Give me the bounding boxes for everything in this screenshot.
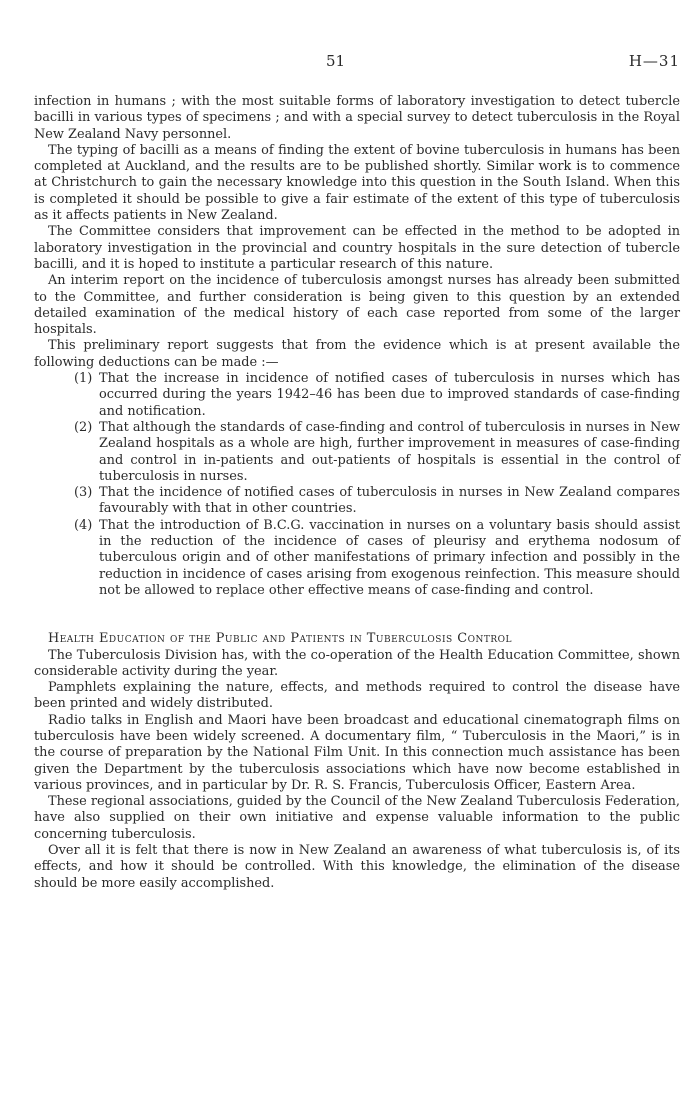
paragraph: The typing of bacilli as a means of finding the extent of bovine tuberculosis in humans has been completed at Auckland, and the results are to be published shortly. Similar work is to commence at Christchurch to gain the necessary knowledge into this question in the South Island. When this is completed it should be possible to give a fair estimate of the extent of this type of tuberculosis as it affects patients in New Zealand.: [34, 142, 680, 224]
list-item: [34, 371, 680, 420]
document-reference: H—31: [628, 52, 680, 70]
section-heading: Health Education of the Public and Patients in Tuberculosis Control: [48, 631, 513, 647]
page-header: [0, 52, 700, 74]
list-item-number: (3): [74, 485, 93, 501]
paragraph: infection in humans ; with the most suitable forms of laboratory investigation to detect tubercle bacilli in various types of specimens ; and with a special survey to detect tuberculosis in the Royal New Zealand Navy personnel.: [34, 94, 680, 142]
paragraph: Over all it is felt that there is now in New Zealand an awareness of what tuberculosis is, of its effects, and how it should be controlled. With this knowledge, the elimination of the disease should be more easily accomplished.: [34, 843, 680, 891]
paragraph: Pamphlets explaining the nature, effects, and methods required to control the disease have been printed and widely distributed.: [34, 680, 680, 712]
paragraph: This preliminary report suggests that from the evidence which is at present available the following deductions can be made :—: [34, 338, 680, 370]
page-number: 51: [326, 52, 346, 70]
list-item: [34, 485, 680, 518]
paragraph: These regional associations, guided by the Council of the New Zealand Tuberculosis Federation, have also supplied on their own initiative and expense valuable information to the public concerning tuberculosis.: [34, 794, 680, 842]
list-item-text: That the increase in incidence of notified cases of tuberculosis in nurses which has occurred during the years 1942–46 has been due to improved standards of case-finding and notification.: [99, 371, 680, 419]
paragraph: The Committee considers that improvement can be effected in the method to be adopted in laboratory investigation in the provincial and country hospitals in the sure detection of tubercle bacilli, and it is hoped to institute a particular research of this nature.: [34, 224, 680, 272]
list-item-text: That although the standards of case-finding and control of tuberculosis in nurses in New Zealand hospitals as a whole are high, further improvement in measures of case-finding and control in in-patients and out-patients of hospitals is essential in the control of tuberculosis in nurses.: [99, 419, 680, 484]
paragraph: Radio talks in English and Maori have been broadcast and educational cinematograph films on tuberculosis have been widely screened. A documentary film, “ Tuberculosis in the Maori,” is in the course of preparation by the National Film Unit. In this connection much assistance has been given the Department by the tuberculosis associations which have now become established in various provinces, and in particular by Dr. R. S. Francis, Tuberculosis Officer, Eastern Area.: [34, 712, 680, 793]
list-item: [34, 518, 680, 599]
list-item-text: That the incidence of notified cases of tuberculosis in nurses in New Zealand compares favourably with that in other countries.: [99, 485, 680, 517]
list-item-number: (2): [74, 419, 93, 435]
list-item-number: (1): [74, 371, 93, 387]
list-item-text: That the introduction of B.C.G. vaccination in nurses on a voluntary basis should assist in the reduction of the incidence of cases of pleurisy and erythema nodosum of tuberculous origin and of other manifestations of primary infection and possibly in the reduction in incidence of cases arising from exogenous reinfection. This measure should not be allowed to replace other effective means of case-finding and control.: [99, 517, 680, 598]
list-item: [34, 420, 680, 485]
deductions-list: [34, 371, 680, 599]
document-body: [34, 94, 680, 892]
paragraph: The Tuberculosis Division has, with the co-operation of the Health Education Committee, shown considerable activity during the year.: [34, 647, 680, 679]
list-item-number: (4): [74, 517, 93, 533]
paragraph: An interim report on the incidence of tuberculosis amongst nurses has already been submitted to the Committee, and further consideration is being given to this question by an extended detailed examination of the medical history of each case reported from some of the larger hospitals.: [34, 273, 680, 338]
